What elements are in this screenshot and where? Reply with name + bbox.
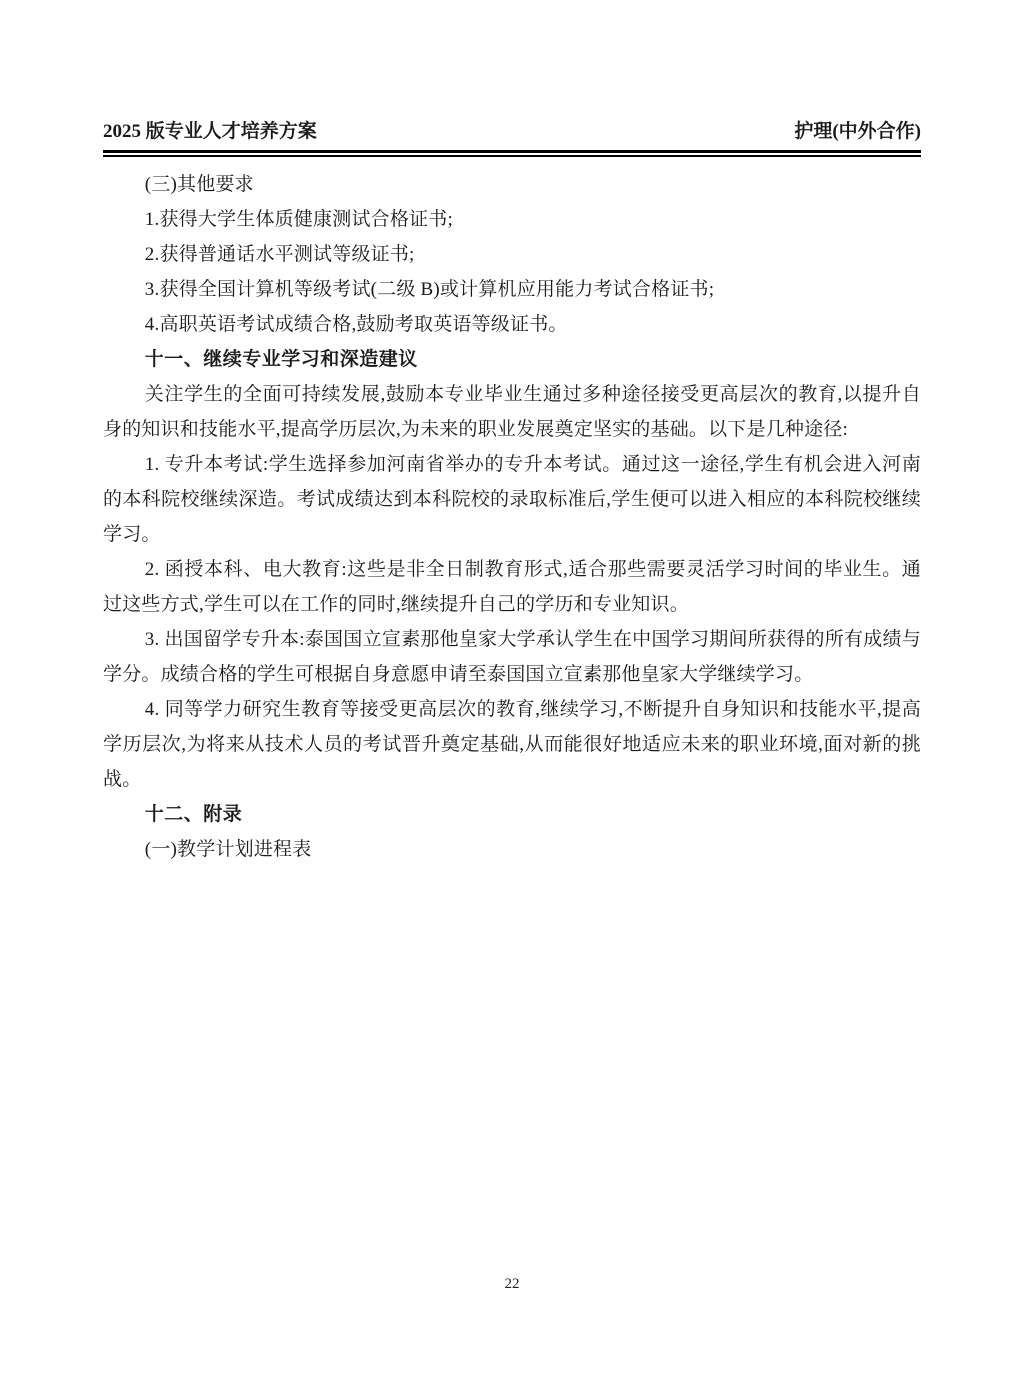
section-heading-12: 十二、附录 — [144, 804, 243, 825]
paragraph-appendix-1: (一)教学计划进程表 — [144, 839, 312, 860]
paragraph-pathway-1: 1. 专升本考试:学生选择参加河南省举办的专升本考试。通过这一途径,学生有机会进入河南的本科院校继续深造。考试成绩达到本科院校的录取标准后,学生便可以进入相应的本科院校继续学习。 — [103, 454, 921, 545]
page-number: 22 — [504, 1276, 520, 1292]
paragraph-pathway-2: 2. 函授本科、电大教育:这些是非全日制教育形式,适合那些需要灵活学习时间的毕业生。通过这些方式,学生可以在工作的同时,继续提升自己的学历和专业知识。 — [103, 559, 921, 615]
paragraph-other-requirements-heading: (三)其他要求 — [144, 174, 254, 195]
paragraph-pathway-4: 4. 同等学力研究生教育等接受更高层次的教育,继续学习,不断提升自身知识和技能水平,提高学历层次,为将来从技术人员的考试晋升奠定基础,从而能很好地适应未来的职业环境,面对新的挑战。 — [103, 699, 921, 790]
paragraph-section-11-intro: 关注学生的全面可持续发展,鼓励本专业毕业生通过多种途径接受更高层次的教育,以提升自身的知识和技能水平,提高学历层次,为未来的职业发展奠定坚实的基础。以下是几种途径: — [103, 384, 921, 440]
paragraph-pathway-3: 3. 出国留学专升本:泰国国立宣素那他皇家大学承认学生在中国学习期间所获得的所有成绩与学分。成绩合格的学生可根据自身意愿申请至泰国国立宣素那他皇家大学继续学习。 — [103, 629, 921, 685]
paragraph-requirement-3: 3.获得全国计算机等级考试(二级 B)或计算机应用能力考试合格证书; — [144, 279, 715, 300]
paragraph-requirement-2: 2.获得普通话水平测试等级证书; — [144, 244, 415, 265]
divider-line-bottom — [103, 155, 921, 157]
header-program-name: 护理(中外合作) — [794, 121, 921, 142]
paragraph-requirement-4: 4.高职英语考试成绩合格,鼓励考取英语等级证书。 — [144, 314, 568, 335]
page-header — [103, 120, 921, 144]
page-footer — [0, 1276, 1024, 1293]
document-body — [103, 167, 921, 867]
paragraph-requirement-1: 1.获得大学生体质健康测试合格证书; — [144, 209, 453, 230]
header-divider — [103, 150, 921, 157]
header-doc-title: 2025 版专业人才培养方案 — [103, 121, 317, 142]
section-heading-11: 十一、继续专业学习和深造建议 — [144, 349, 418, 370]
